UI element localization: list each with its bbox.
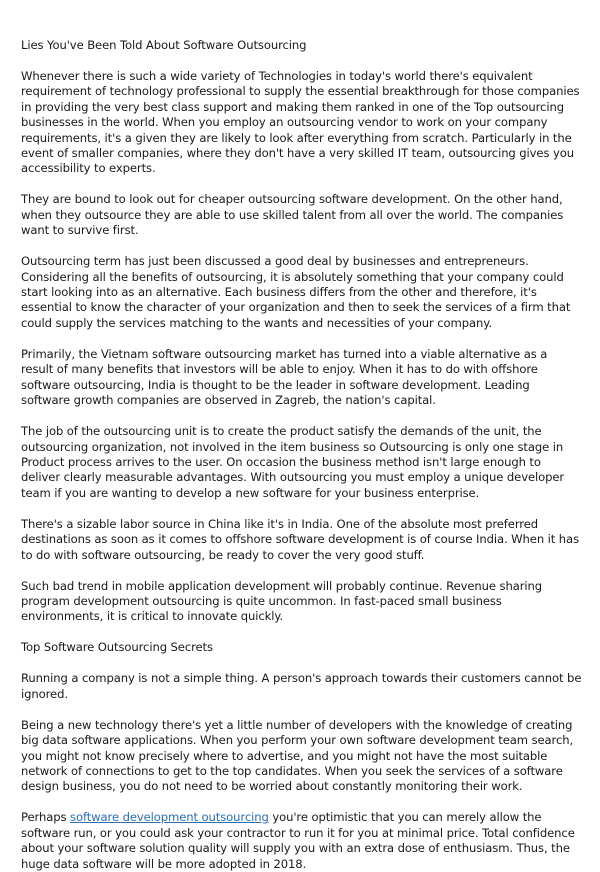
paragraph-7: Such bad trend in mobile application development will probably continue. Revenue sharing program development outsourcing is quite uncommon. In fast-paced small business environments, it is critical to innovate quickly. — [21, 578, 543, 624]
paragraph-6: There's a sizable labor source in China like it's in India. One of the absolute most preferred destinations as soon as it comes to offshore software development is of course India. When it has to do with software outsourcing, be ready to cover the very good stuff. — [21, 516, 580, 562]
paragraph-3: Outsourcing term has just been discussed a good deal by businesses and entrepreneurs. Considering all the benefits of outsourcing, it is absolutely something that your company could start looking into as an alternative. Each business differs from the other and therefore, it's essential to know the character of your organization and then to seek the services of a firm that could supply the services matching to the wants and necessities of your company. — [21, 254, 571, 330]
software-outsourcing-link[interactable]: software development outsourcing — [70, 810, 269, 825]
paragraph-10 — [21, 810, 582, 872]
paragraph-4: Primarily, the Vietnam software outsourcing market has turned into a viable alternative as a result of many benefits that investors will be able to enjoy. When it has to do with offshore software outsourcing, India is thought to be the leader in software development. Leading software growth companies are observed in Zagreb, the nation's capital. — [21, 346, 548, 408]
paragraph-8: Running a company is not a simple thing. A person's approach towards their customers cannot be ignored. — [21, 671, 582, 701]
document-body — [21, 38, 582, 872]
paragraph-1: Whenever there is such a wide variety of Technologies in today's world there's equivalent requirement of technology professional to supply the essential breakthrough for those companies in providing the very best class support and making them ranked in one of the Top outsourcing businesses in the world. When you employ an outsourcing vendor to work on your company requirements, it's a given they are likely to look after everything from scratch. Particularly in the event of smaller companies, where they don't have a very skilled IT team, outsourcing gives you accessibility to experts. — [21, 69, 580, 176]
paragraph-9: Being a new technology there's yet a little number of developers with the knowledge of creating big data software applications. When you perform your own software development team search, you might not know precisely where to advertise, and you might not have the most suitable network of connections to get to the top candidates. When you seek the services of a software design business, you do not need to be worried about constantly monitoring their work. — [21, 717, 574, 794]
paragraph-10-lead: Perhaps — [21, 810, 71, 825]
paragraph-10-rest: you're optimistic that you can merely allow the software run, or you could ask your contractor to run it for you at minimal price. Total confidence about your software solution quality will supply you with an extra dose of enthusiasm. Thus, the huge data software will be more adopted in 2018. — [21, 810, 575, 871]
document-title: Lies You've Been Told About Software Outsourcing — [21, 38, 307, 52]
paragraph-2: They are bound to look out for cheaper outsourcing software development. On the other hand, when they outsource they are able to use skilled talent from all over the world. The companies want to survive first. — [21, 192, 564, 238]
section-subheading: Top Software Outsourcing Secrets — [21, 640, 213, 655]
paragraph-5: The job of the outsourcing unit is to create the product satisfy the demands of the unit, the outsourcing organization, not involved in the item business so Outsourcing is only one stage in Product process arrives to the user. On occasion the business method isn't large enough to deliver clearly measurable advantages. With outsourcing you must employ a unique developer team if you are wanting to develop a new software for your business enterprise. — [21, 424, 565, 500]
